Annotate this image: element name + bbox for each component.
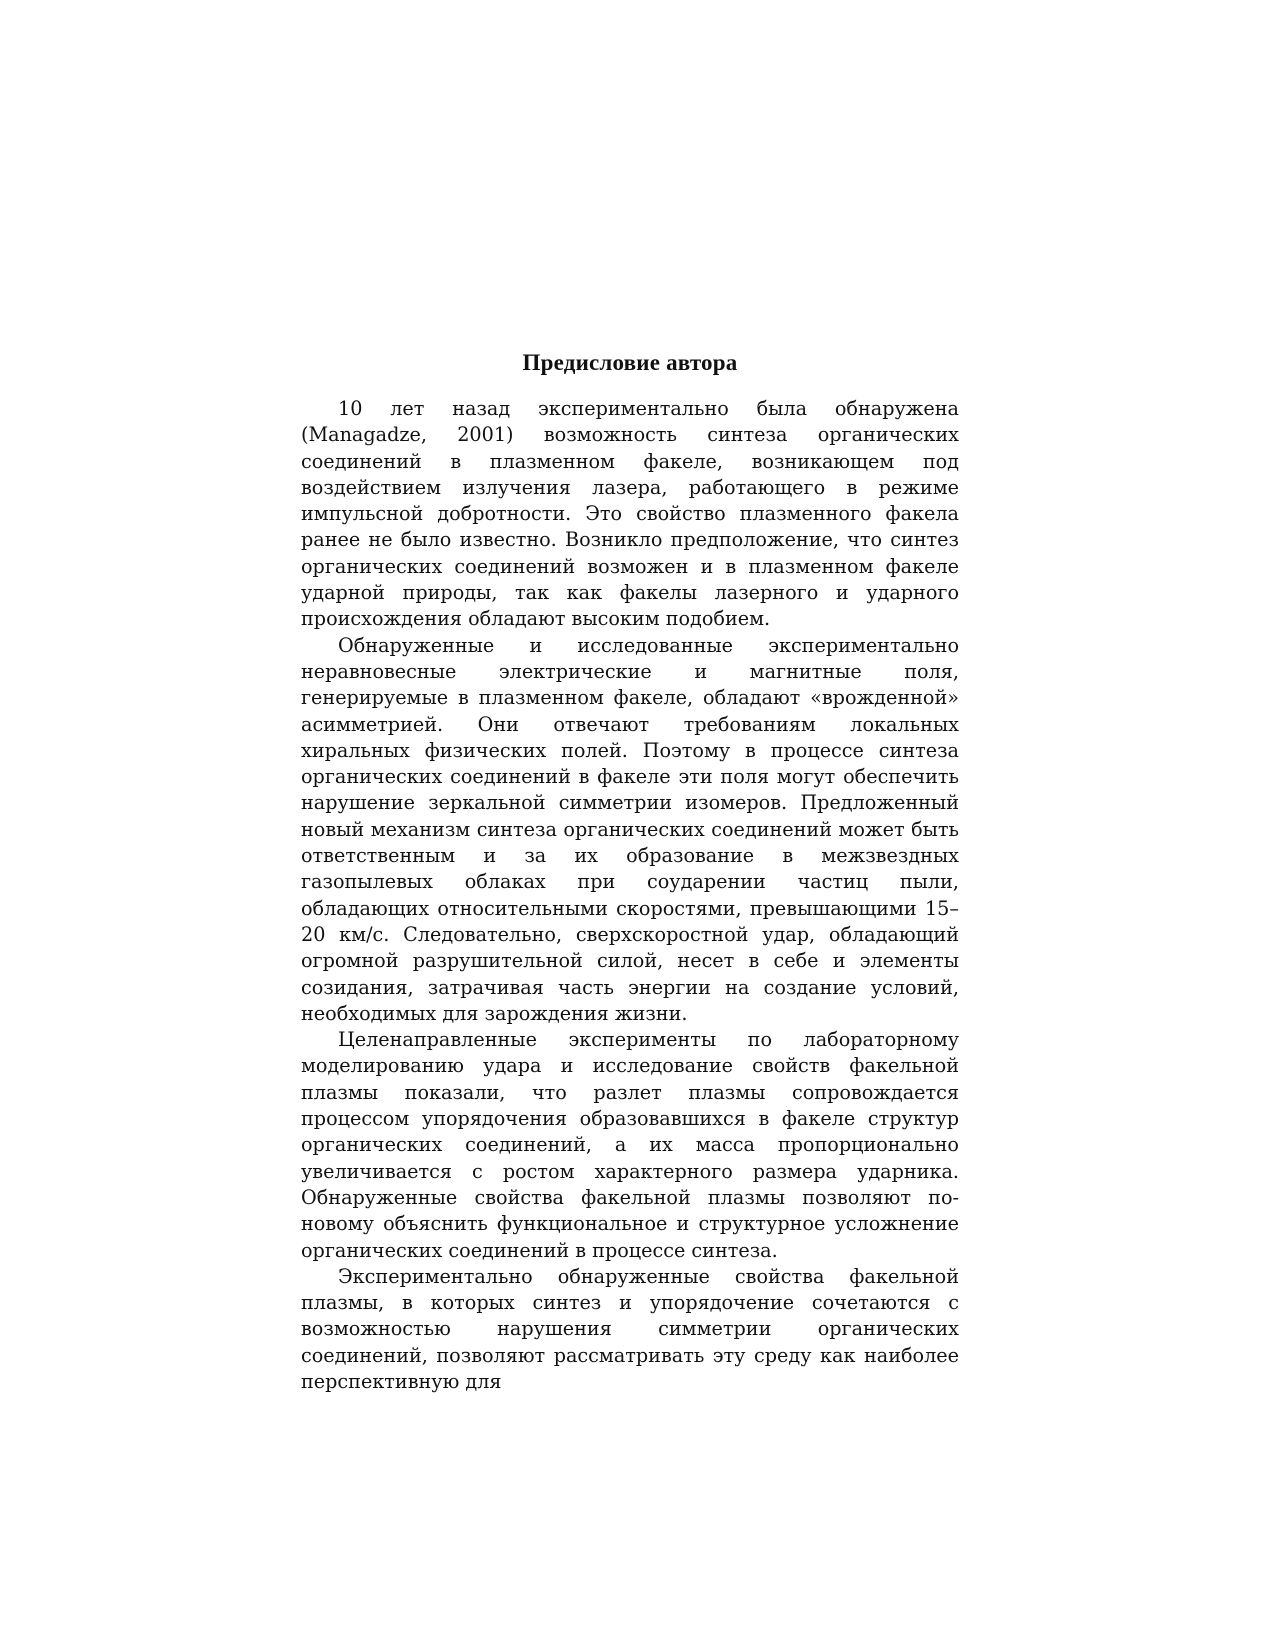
paragraph-1: 10 лет назад экспериментально была обнаружена (Managadze, 2001) возможность синтеза органических соединений в плазменном факеле, возникающем под воздействием излучения лазера, работающего в режиме импульсной добротности. Это свойство плазменного факела ранее не было известно. Возникло предположение, что синтез органических соединений возможен и в плазменном факеле ударной природы, так как факелы лазерного и ударного происхождения обладают высоким подобием. — [301, 397, 959, 631]
paragraph-3: Целенаправленные эксперименты по лабораторному моделированию удара и исследование свойств факельной плазмы показали, что разлет плазмы сопровождается процессом упорядочения образовавшихся в факеле структур органических соединений, а их масса пропорционально увеличивается с ростом характерного размера ударника. Обнаруженные свойства факельной плазмы позволяют по-новому объяснить функциональное и структурное усложнение органических соединений в процессе синтеза. — [301, 1028, 959, 1262]
paragraph-2: Обнаруженные и исследованные экспериментально неравновесные электрические и магнитные поля, генерируемые в плазменном факеле, обладают «врожденной» асимметрией. Они отвечают требованиям локальных хиральных физических полей. Поэтому в процессе синтеза органических соединений в факеле эти поля могут обеспечить нарушение зеркальной симметрии изомеров. Предложенный новый механизм синтеза органических соединений может быть ответственным и за их образование в межзвездных газопылевых облаках при соударении частиц пыли, обладающих относительными скоростями, превышающими 15–20 км/с. Следовательно, сверхскоростной удар, обладающий огромной разрушительной силой, несет в себе и элементы созидания, затрачивая часть энергии на создание условий, необходимых для зарождения жизни. — [301, 633, 959, 1025]
text-block — [301, 348, 959, 1395]
paragraph-4: Экспериментально обнаруженные свойства факельной плазмы, в которых синтез и упорядочение сочетаются с возможностью нарушения симметрии органических соединений, позволяют рассматривать эту среду как наиболее перспективную для — [301, 1264, 959, 1393]
page-title: Предисловие автора — [522, 350, 738, 375]
